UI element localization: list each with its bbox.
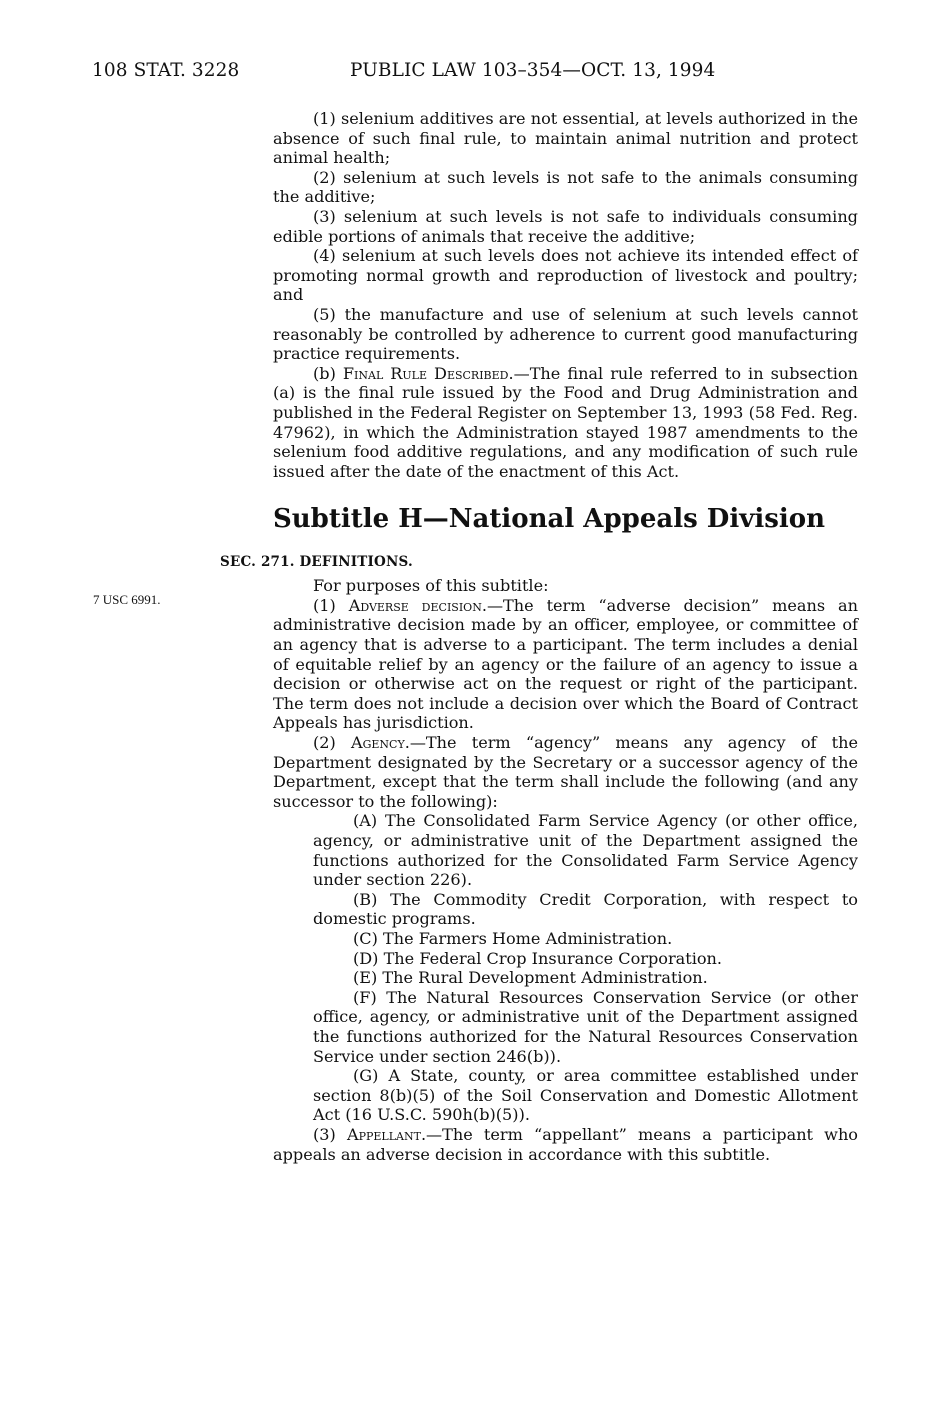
agency-item: (G) A State, county, or area committee established under section 8(b)(5) of the Soil Conservation and Domestic Allotment Act (16 U.S.C. 590h(b)(5)).	[313, 1066, 858, 1125]
stat-page-number: 108 STAT. 3228	[92, 60, 240, 81]
list-item: (5) the manufacture and use of selenium at such levels cannot reasonably be controlled by adherence to current good manufacturing practice requirements.	[273, 304, 858, 364]
agency-item: (B) The Commodity Credit Corporation, with respect to domestic programs.	[313, 889, 858, 929]
subtitle-heading: Subtitle H—National Appeals Division	[273, 504, 825, 535]
agency-item: (C) The Farmers Home Administration.	[353, 928, 673, 948]
public-law-citation: PUBLIC LAW 103–354—OCT. 13, 1994	[350, 60, 716, 81]
intro-paragraph: For purposes of this subtitle:	[313, 576, 549, 596]
definition-adverse-decision	[273, 596, 858, 733]
definition-term: Appellant	[346, 1124, 421, 1144]
section-heading: SEC. 271. DEFINITIONS.	[220, 554, 413, 571]
definition-text: .—The term “agency” means any agency of the Department designated by the Secretary or a successor agency of the Department, except that the term shall include the following (and any successor to the following):	[273, 733, 858, 811]
agency-item: (D) The Federal Crop Insurance Corporation.	[353, 948, 723, 968]
list-item: (3) selenium at such levels is not safe to individuals consuming edible portions of animals that receive the additive;	[273, 206, 858, 246]
final-rule-heading: Final Rule Described	[342, 363, 509, 383]
definition-agency	[273, 733, 858, 811]
list-item: (4) selenium at such levels does not achieve its intended effect of promoting normal growth and reproduction of livestock and poultry; and	[273, 246, 858, 305]
agency-item: (E) The Rural Development Administration.	[353, 968, 708, 988]
margin-note-usc: 7 USC 6991.	[93, 592, 161, 607]
definition-label: (3)	[313, 1124, 347, 1144]
agency-item: (F) The Natural Resources Conservation Service (or other office, agency, or administrative unit of the Department assigned the functions authorized for the Natural Resources Conservation Service under section 246(b)).	[313, 987, 858, 1066]
definition-text: .—The term “adverse decision” means an administrative decision made by an officer, employee, or committee of an agency that is adverse to a participant. The term includes a denial of equitable relief by an agency or the failure of an agency to issue a decision or otherwise act on the request or right of the participant. The term does not include a decision over which the Board of Contract Appeals has jurisdiction.	[273, 595, 858, 733]
final-rule-label: (b)	[313, 363, 343, 383]
definition-label: (2)	[313, 733, 351, 753]
definition-appellant	[273, 1125, 858, 1164]
document-body	[220, 109, 858, 1164]
final-rule-text: .—The final rule referred to in subsection (a) is the final rule issued by the Food and Drug Administration and published in the Federal Register on September 13, 1993 (58 Fed. Reg. 47962), in which the Administration stayed 1987 amendments to the selenium food additive regulations, and any modification of such rule issued after the date of the enactment of this Act.	[273, 363, 858, 481]
agency-item: (A) The Consolidated Farm Service Agency (or other office, agency, or administrative unit of the Department assigned the functions authorized for the Consolidated Farm Service Agency under section 226).	[313, 811, 858, 890]
definition-term: Agency	[350, 733, 405, 753]
definition-text: .—The term “appellant” means a participant who appeals an adverse decision in accordance with this subtitle.	[273, 1124, 858, 1164]
final-rule-paragraph	[273, 364, 858, 482]
list-item: (1) selenium additives are not essential, at levels authorized in the absence of such final rule, to maintain animal nutrition and protect animal health;	[273, 109, 858, 168]
definition-label: (1)	[313, 595, 349, 615]
list-item: (2) selenium at such levels is not safe to the animals consuming the additive;	[273, 167, 858, 207]
definition-term: Adverse decision	[348, 595, 482, 615]
